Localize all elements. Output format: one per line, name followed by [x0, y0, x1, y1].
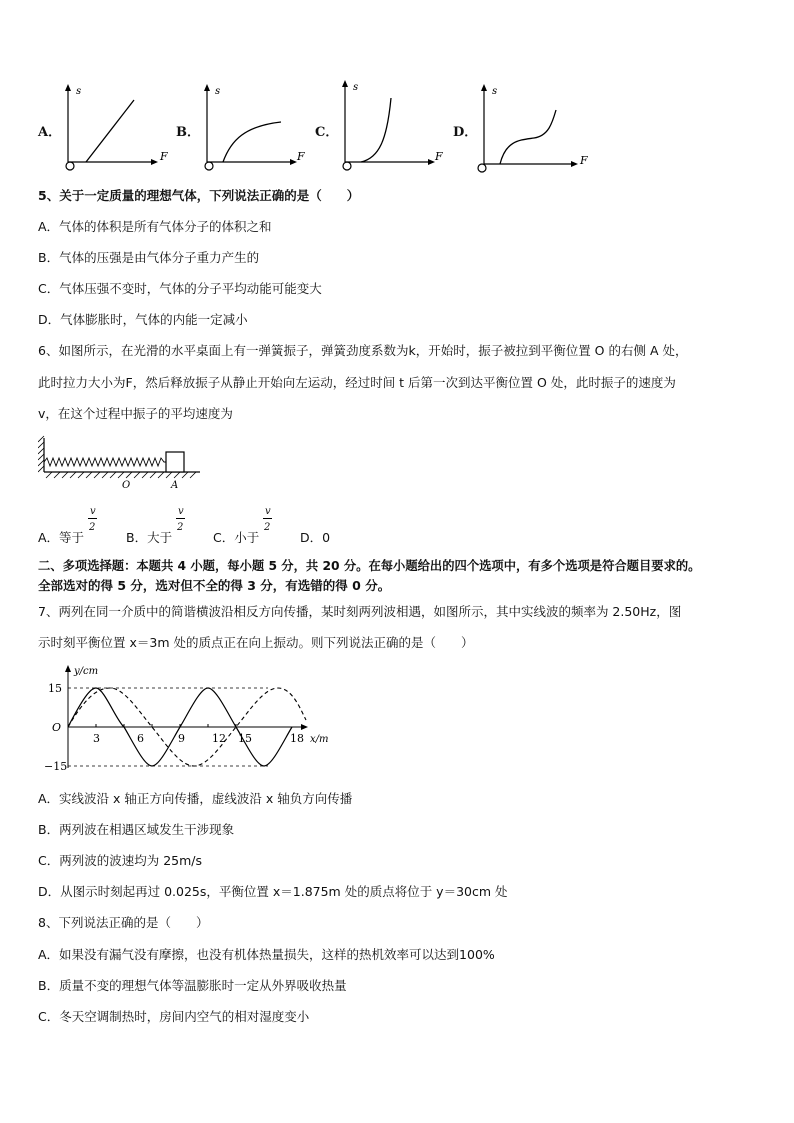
wave-figure	[38, 660, 338, 778]
q5-stem: 5、关于一定质量的理想气体，下列说法正确的是（ ）	[38, 188, 360, 203]
graph-a-x-label: F	[160, 150, 168, 163]
graph-c-x-label: F	[435, 150, 443, 163]
q8-option-b: B．质量不变的理想气体等温膨胀时一定从外界吸收热量	[38, 978, 347, 993]
graph-c-y-label: s	[353, 82, 359, 93]
q7-stem-line1: 7、两列在同一介质中的简谐横波沿相反方向传播，某时刻两列波相遇，如图所示，其中实线波的频率为 2.50Hz，图	[38, 604, 682, 619]
graph-a-origin-mark	[66, 162, 74, 170]
graph-option-d-label: D．	[453, 125, 478, 140]
graph-d-origin-mark	[478, 164, 486, 172]
q6-option-b-frac-den: 2	[177, 522, 184, 533]
q7-option-b: B．两列波在相遇区域发生干涉现象	[38, 822, 235, 837]
q5-option-c: C．气体压强不变时，气体的分子平均动能可能变大	[38, 281, 322, 296]
q6-option-b-frac-num: v	[178, 506, 184, 517]
graph-b	[197, 82, 309, 174]
q7-stem-line2: 示时刻平衡位置 x＝3m 处的质点正在向上振动。则下列说法正确的是（ ）	[38, 635, 474, 650]
q7-option-c: C．两列波的波速均为 25m/s	[38, 853, 203, 868]
q6-option-c-frac-bar	[263, 518, 272, 519]
graph-c-curve	[361, 98, 391, 162]
graph-d-x-label: F	[580, 154, 588, 167]
q6-fig-label-o: O	[122, 480, 131, 491]
q6-option-d: D．0	[300, 530, 331, 545]
q7-option-d: D．从图示时刻起再过 0.025s，平衡位置 x＝1.875m 处的质点将位于 y＝30cm 处	[38, 884, 508, 899]
q7-option-a: A．实线波沿 x 轴正方向传播，虚线波沿 x 轴负方向传播	[38, 791, 353, 806]
q6-option-a-frac-bar	[88, 518, 97, 519]
section2-heading-line2: 全部选对的得 5 分，选对但不全的得 3 分，有选错的得 0 分。	[38, 578, 391, 593]
graph-b-curve	[223, 122, 281, 162]
q6-stem-line3: v，在这个过程中振子的平均速度为	[38, 406, 233, 421]
oscillator-block	[166, 452, 184, 472]
q8-option-a: A．如果没有漏气没有摩擦，也没有机体热量损失，这样的热机效率可以达到100%	[38, 947, 495, 962]
spring-oscillator-figure	[38, 434, 208, 492]
graph-b-y-label: s	[215, 86, 221, 97]
wave-tick-15: 15	[238, 732, 252, 745]
wave-y-neg-label: −15	[44, 760, 68, 773]
q6-fig-label-a: A	[171, 480, 179, 491]
graph-a-curve	[86, 100, 134, 162]
wave-y-axis-label: y/cm	[74, 666, 99, 677]
graph-b-origin-mark	[205, 162, 213, 170]
wave-tick-3: 3	[93, 732, 100, 745]
q5-option-a: A．气体的体积是所有气体分子的体积之和	[38, 219, 272, 234]
q6-stem-line2: 此时拉力大小为F，然后释放振子从静止开始向左运动，经过时间 t 后第一次到达平衡位置 O 处，此时振子的速度为	[38, 375, 676, 390]
graph-option-c-label: C．	[315, 125, 339, 140]
graph-d	[474, 82, 592, 176]
wave-origin-label: O	[52, 721, 62, 734]
q6-option-b: B．大于	[126, 530, 173, 545]
spring	[44, 458, 166, 466]
graph-c-origin-mark	[343, 162, 351, 170]
wave-tick-6: 6	[137, 732, 144, 745]
wave-y-pos-label: 15	[48, 682, 62, 695]
graph-a-y-label: s	[76, 86, 82, 97]
graph-c	[335, 78, 447, 174]
graph-option-a-label: A．	[38, 125, 62, 140]
q5-option-b: B．气体的压强是由气体分子重力产生的	[38, 250, 260, 265]
q5-option-d: D．气体膨胀时，气体的内能一定减小	[38, 312, 248, 327]
wave-tick-12: 12	[212, 732, 226, 745]
graph-d-curve	[500, 110, 556, 164]
q6-option-c: C．小于	[213, 530, 260, 545]
wave-tick-9: 9	[178, 732, 185, 745]
graph-a	[58, 82, 170, 174]
q8-option-c: C．冬天空调制热时，房间内空气的相对湿度变小	[38, 1009, 310, 1024]
q6-stem-line1: 6、如图所示，在光滑的水平桌面上有一弹簧振子，弹簧劲度系数为k，开始时，振子被拉到平衡位置 O 的右侧 A 处，	[38, 343, 688, 358]
q6-option-a: A．等于	[38, 530, 85, 545]
q6-option-b-frac-bar	[176, 518, 185, 519]
graph-b-x-label: F	[297, 150, 305, 163]
q6-option-c-frac-den: 2	[264, 522, 271, 533]
q8-stem: 8、下列说法正确的是（ ）	[38, 915, 209, 930]
wave-x-axis-label: x/m	[310, 734, 329, 745]
q6-option-a-frac-den: 2	[89, 522, 96, 533]
section2-heading-line1: 二、多项选择题：本题共 4 小题，每小题 5 分，共 20 分。在每小题给出的四个选项中，有多个选项是符合题目要求的。	[38, 559, 701, 573]
wave-tick-18: 18	[290, 732, 304, 745]
q6-option-c-frac-num: v	[265, 506, 271, 517]
q6-option-a-frac-num: v	[90, 506, 96, 517]
graph-option-b-label: B．	[176, 125, 200, 140]
graph-d-y-label: s	[492, 86, 498, 97]
